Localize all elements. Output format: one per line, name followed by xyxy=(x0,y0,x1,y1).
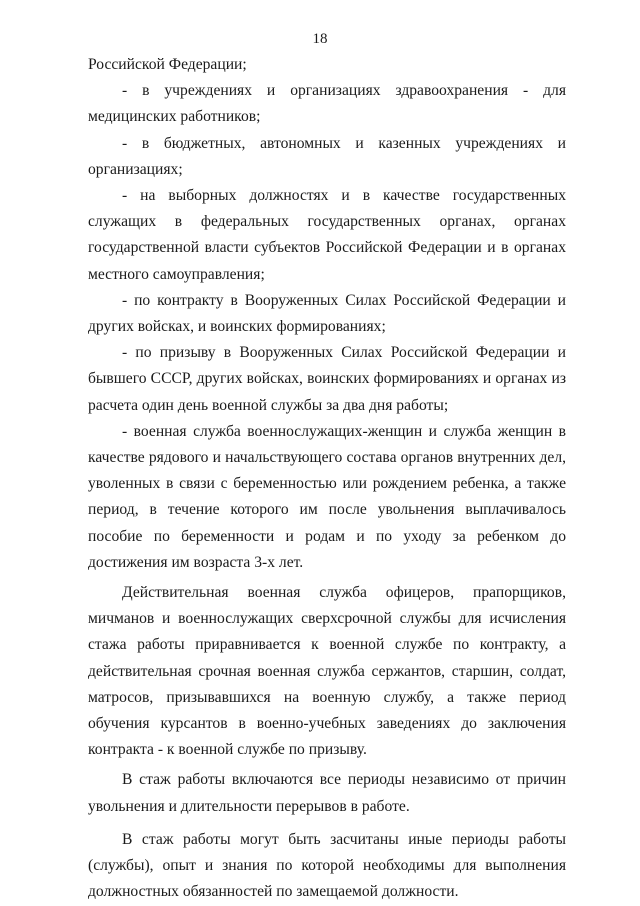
list-item-contract-service: - по контракту в Вооруженных Силах Российской Федерации и других войсках, и воинских формированиях; xyxy=(88,291,566,336)
document-body xyxy=(88,52,566,906)
paragraph-all-periods: В стаж работы включаются все периоды независимо от причин увольнения и длительности перерывов в работе. xyxy=(88,771,566,815)
list-item-conscription: - по призыву в Вооруженных Силах Российской Федерации и бывшего СССР, других войсках, воинских формированиях и органах из расчета один день военной службы за два дня работы; xyxy=(88,344,566,414)
list-item-women-service: - военная служба военнослужащих-женщин и служба женщин в качестве рядового и начальствующего состава органов внутренних дел, уволенных в связи с беременностью или рождением ребенка, а также период, в течение которого им после увольнения выплачивалось пособие по беременности и родам и по уходу за ребенком до достижения им возраста 3-х лет. xyxy=(88,422,566,571)
list-item-budget-institutions: - в бюджетных, автономных и казенных учреждениях и организациях; xyxy=(88,134,566,178)
paragraph-other-periods: В стаж работы могут быть засчитаны иные периоды работы (службы), опыт и знания по которой необходимы для выполнения должностных обязанностей по замещаемой должности. xyxy=(88,830,566,901)
paragraph-military-service: Действительная военная служба офицеров, прапорщиков, мичманов и военнослужащих сверхсрочной службы для исчисления стажа работы приравнивается к военной службе по контракту, а действительная срочная военная служба сержантов, старшин, солдат, матросов, призывавшихся на военную службу, а также период обучения курсантов в военно-учебных заведениях до заключения контракта - к военной службе по призыву. xyxy=(88,584,566,759)
page-number: 18 xyxy=(312,31,328,47)
paragraph-continuation: Российской Федерации; xyxy=(88,56,247,73)
list-item-healthcare: - в учреждениях и организациях здравоохранения - для медицинских работников; xyxy=(88,82,566,126)
list-item-elected-positions: - на выборных должностях и в качестве государственных служащих в федеральных государственных органах, органах государственной власти субъектов Российской Федерации и в органах местного самоуправления; xyxy=(88,187,566,283)
